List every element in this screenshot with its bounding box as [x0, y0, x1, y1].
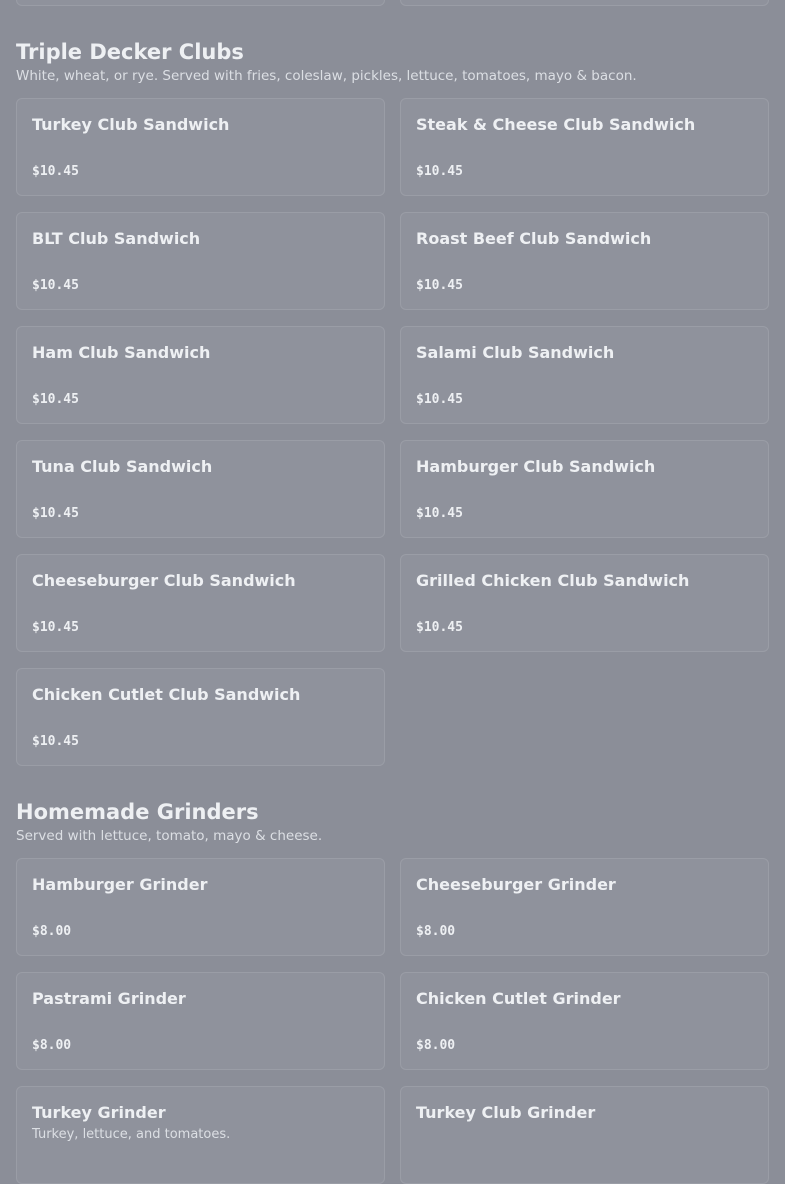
section-title: Homemade Grinders — [16, 800, 259, 824]
item-description: Turkey, lettuce, and tomatoes. — [32, 1127, 231, 1142]
menu-item-card[interactable] — [400, 326, 769, 424]
item-price: $10.45 — [32, 164, 79, 179]
menu-item-card[interactable] — [400, 554, 769, 652]
item-name: Chicken Cutlet Grinder — [416, 989, 621, 1008]
item-price: $10.45 — [416, 620, 463, 635]
menu-item-card[interactable] — [16, 440, 385, 538]
item-price: $10.45 — [32, 278, 79, 293]
menu-item-card[interactable] — [16, 554, 385, 652]
item-name: Tuna Club Sandwich — [32, 457, 213, 476]
menu-item-card[interactable] — [16, 668, 385, 766]
menu-item-card[interactable] — [400, 858, 769, 956]
menu-item-card[interactable] — [400, 440, 769, 538]
item-name: Salami Club Sandwich — [416, 343, 615, 362]
item-price: $10.45 — [416, 164, 463, 179]
item-price: $10.45 — [32, 734, 79, 749]
menu-item-card[interactable] — [400, 212, 769, 310]
menu-item-card[interactable] — [400, 1086, 769, 1184]
menu-item-card[interactable] — [400, 0, 769, 6]
item-name: Cheeseburger Club Sandwich — [32, 571, 296, 590]
menu-item-card[interactable] — [400, 98, 769, 196]
item-name: Hamburger Club Sandwich — [416, 457, 656, 476]
item-name: Hamburger Grinder — [32, 875, 208, 894]
item-price: $8.00 — [32, 924, 72, 939]
item-price: $8.00 — [416, 924, 456, 939]
menu-item-card[interactable] — [16, 0, 385, 6]
item-name: BLT Club Sandwich — [32, 229, 201, 248]
menu-item-card[interactable] — [16, 858, 385, 956]
menu-item-card[interactable] — [16, 326, 385, 424]
item-name: Grilled Chicken Club Sandwich — [416, 571, 690, 590]
section-description: White, wheat, or rye. Served with fries, coleslaw, pickles, lettuce, tomatoes, mayo & bacon. — [16, 68, 637, 84]
menu-item-card[interactable] — [16, 1086, 385, 1184]
menu-item-card[interactable] — [16, 212, 385, 310]
item-price: $10.45 — [416, 506, 463, 521]
menu-item-card[interactable] — [16, 98, 385, 196]
section-description: Served with lettuce, tomato, mayo & cheese. — [16, 828, 323, 844]
item-price: $10.45 — [416, 278, 463, 293]
item-name: Chicken Cutlet Club Sandwich — [32, 685, 301, 704]
menu-item-card[interactable] — [400, 972, 769, 1070]
item-name: Cheeseburger Grinder — [416, 875, 616, 894]
item-name: Ham Club Sandwich — [32, 343, 211, 362]
menu-item-card[interactable] — [16, 972, 385, 1070]
item-name: Pastrami Grinder — [32, 989, 186, 1008]
item-price: $8.00 — [32, 1038, 72, 1053]
item-price: $10.45 — [416, 392, 463, 407]
item-price: $10.45 — [32, 506, 79, 521]
item-name: Turkey Grinder — [32, 1103, 166, 1122]
section-title: Triple Decker Clubs — [16, 40, 244, 64]
item-name: Turkey Club Grinder — [416, 1103, 596, 1122]
item-name: Roast Beef Club Sandwich — [416, 229, 652, 248]
item-price: $10.45 — [32, 620, 79, 635]
item-name: Steak & Cheese Club Sandwich — [416, 115, 696, 134]
item-price: $8.00 — [416, 1038, 456, 1053]
item-name: Turkey Club Sandwich — [32, 115, 230, 134]
item-price: $10.45 — [32, 392, 79, 407]
